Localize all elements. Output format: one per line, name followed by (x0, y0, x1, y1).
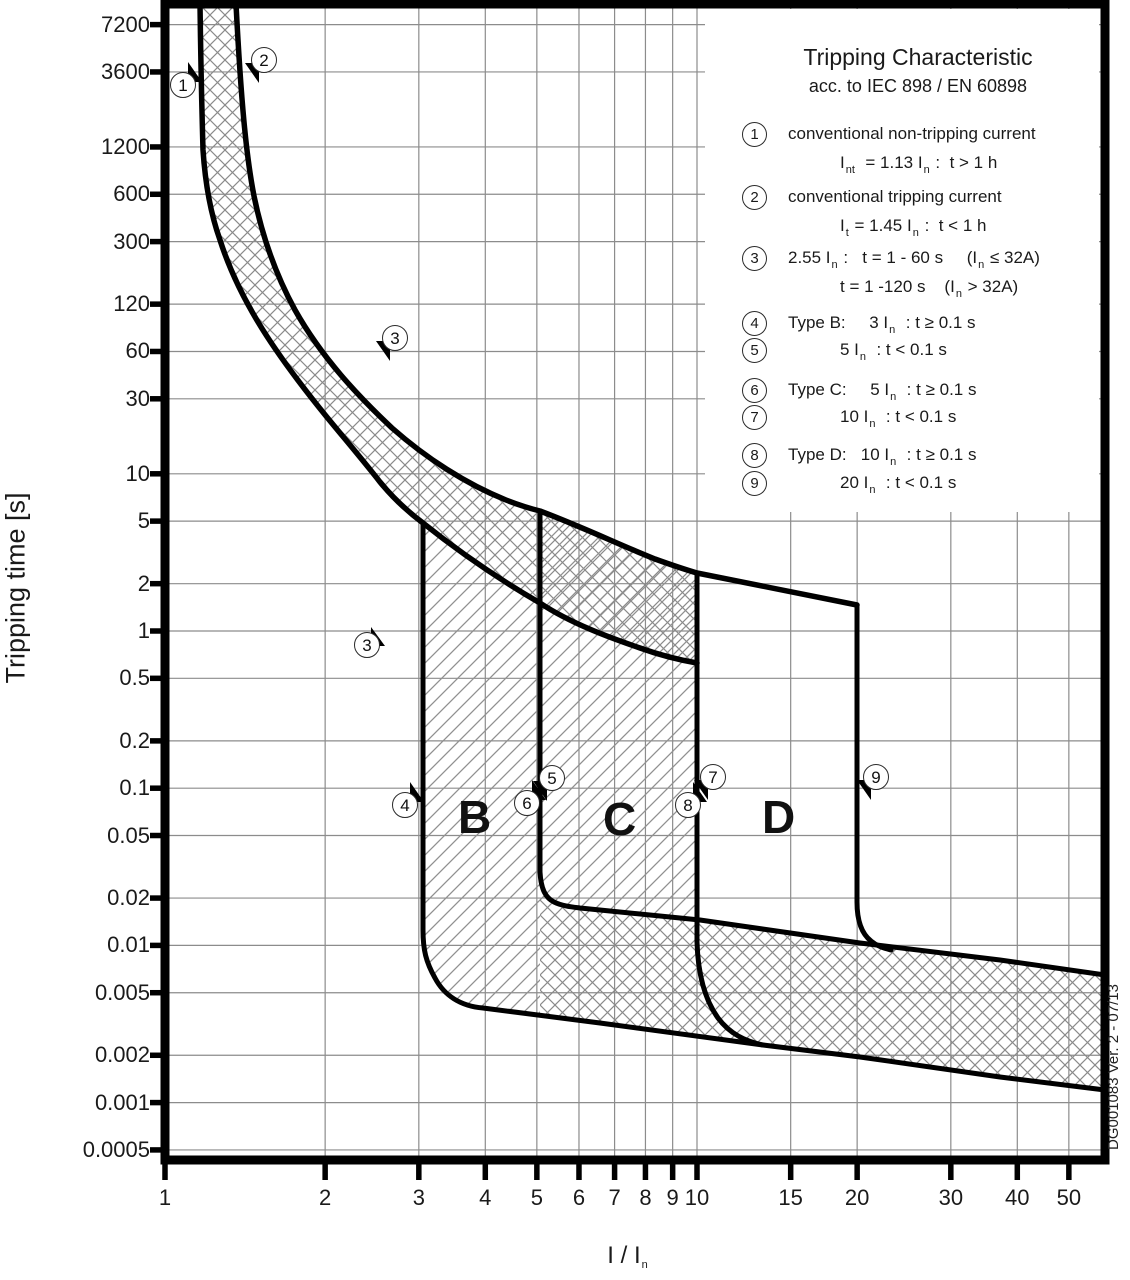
type-c-region (540, 511, 697, 920)
legend-item-text: conventional non-tripping current $I_{nt} = 1.13$ $I_n$ : t > 1 h (788, 124, 1036, 176)
legend-item-number: 3 (742, 246, 767, 271)
legend-item-text: 20 $I_n$ : t < 0.1 s (840, 473, 957, 496)
legend-item-number: 8 (742, 443, 767, 468)
legend-item-number: 7 (742, 405, 767, 430)
legend-item-number: 6 (742, 378, 767, 403)
y-tick-label: 0.2 (119, 727, 150, 753)
y-tick-label: 0.0005 (82, 1136, 150, 1162)
y-tick-label: 1200 (101, 133, 150, 159)
plot-marker-6: 6 (514, 790, 540, 816)
x-tick-label: 8 (639, 1185, 652, 1210)
y-tick-label: 0.01 (107, 932, 150, 958)
plot-marker-9: 9 (863, 764, 889, 790)
x-tick-label: 1 (158, 1185, 172, 1210)
y-tick-label: 0.02 (107, 885, 150, 911)
plot-marker-8: 8 (675, 792, 701, 818)
legend-item-text: Type C: 5 $I_n$ : t ≥ 0.1 s (788, 380, 977, 403)
y-tick-label: 2 (137, 570, 150, 596)
legend-subtitle: acc. to IEC 898 / EN 60898 (808, 76, 1028, 96)
plot-marker-5: 5 (539, 765, 565, 791)
y-tick-label: 0.002 (94, 1042, 150, 1068)
legend (740, 40, 1096, 515)
y-tick-label: 7200 (101, 11, 150, 37)
x-tick-label: 40 (1005, 1185, 1030, 1210)
y-tick-label: 0.1 (119, 775, 150, 801)
x-tick-label: 10 (684, 1185, 710, 1210)
y-tick-label: 5 (137, 508, 150, 534)
y-tick-label: 300 (113, 228, 150, 254)
x-tick-label: 15 (778, 1185, 803, 1210)
y-tick-label: 10 (125, 460, 150, 486)
legend-item-text: Type D: 10 $I_n$ : t ≥ 0.1 s (788, 445, 977, 468)
y-tick-label: 0.001 (94, 1089, 150, 1115)
plot-marker-1: 1 (170, 72, 196, 98)
legend-item-number: 5 (742, 338, 767, 363)
x-tick-label: 7 (608, 1185, 621, 1210)
x-tick-label: 50 (1056, 1185, 1082, 1210)
x-tick-label: 4 (479, 1185, 492, 1210)
x-tick-label: 9 (666, 1185, 679, 1210)
x-tick-label: 2 (319, 1185, 332, 1210)
y-tick-label: 3600 (101, 58, 150, 84)
x-axis-title: I / $I_n$ (607, 1242, 648, 1271)
plot-marker-2: 2 (251, 47, 277, 73)
y-tick-label: 1 (137, 618, 150, 643)
region-label-b: B (458, 791, 492, 843)
y-tick-label: 120 (113, 291, 150, 317)
region-label-d: D (762, 791, 796, 843)
legend-item-number: 1 (742, 122, 767, 147)
legend-item-text: Type B: 3 $I_n$ : t ≥ 0.1 s (788, 313, 976, 336)
plot-marker-7: 7 (700, 764, 726, 790)
legend-item-number: 2 (742, 185, 767, 210)
y-tick-label: 0.5 (119, 665, 150, 691)
y-tick-label: 0.05 (107, 822, 150, 848)
y-tick-label: 0.005 (94, 979, 150, 1005)
y-axis-title: Tripping time [s] (0, 492, 31, 684)
type-b-region (423, 523, 540, 1016)
legend-item-number: 9 (742, 471, 767, 496)
x-tick-label: 20 (844, 1185, 870, 1210)
y-tick-label: 600 (113, 181, 150, 207)
plot-marker-3: 3 (354, 632, 380, 658)
legend-title: Tripping Characteristic (803, 44, 1033, 70)
y-tick-label: 60 (125, 338, 150, 364)
y-tick-label: 30 (125, 385, 150, 411)
legend-item-text: conventional tripping current $I_t = 1.45$ $I_n$ : t < 1 h (788, 187, 1002, 239)
region-label-c: C (603, 793, 637, 845)
document-number-watermark: DG001083 Ver. 2 - 07/13 (1105, 984, 1122, 1150)
legend-item-text: 5 $I_n$ : t < 0.1 s (840, 340, 947, 363)
x-tick-label: 6 (572, 1185, 586, 1210)
legend-item-number: 4 (742, 311, 767, 336)
plot-marker-3: 3 (382, 325, 408, 351)
x-tick-label: 30 (938, 1185, 964, 1210)
plot-marker-4: 4 (392, 792, 418, 818)
x-tick-label: 3 (412, 1185, 425, 1210)
legend-item-text: 10 $I_n$ : t < 0.1 s (840, 407, 957, 430)
x-tick-label: 5 (530, 1185, 543, 1210)
legend-item-text: 2.55 $I_n$ : t = 1 - 60 s $(I_n \le 32A)$ t = 1 -120 s $(I_n > 32A)$ (788, 248, 1040, 300)
